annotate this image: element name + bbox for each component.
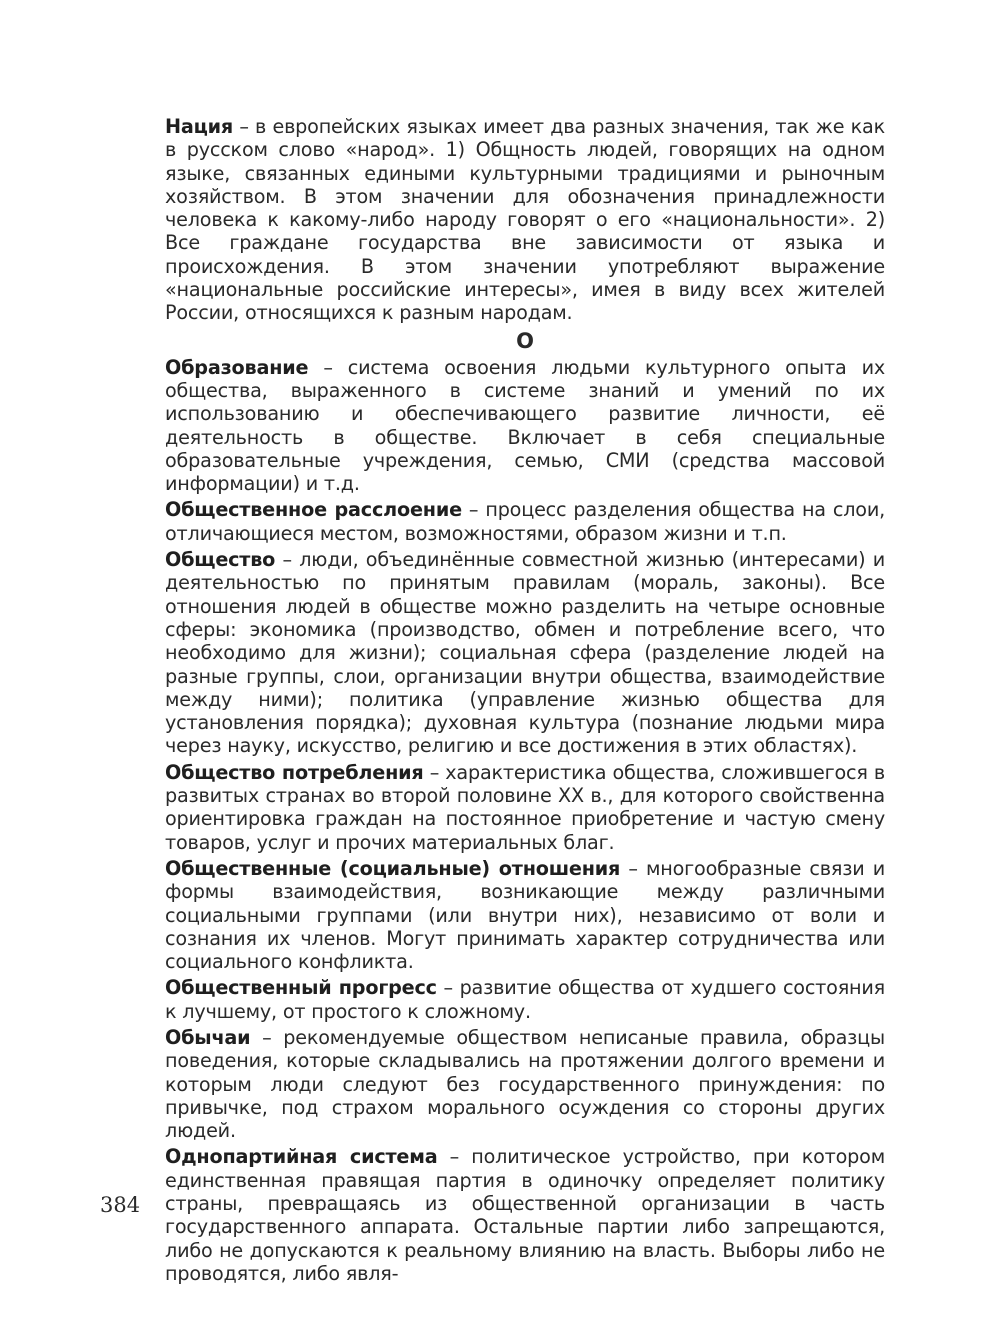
page-number: 384	[100, 1193, 141, 1217]
glossary-entry-obshchestvennyi-progress	[165, 976, 885, 1023]
entry-term: Общественное расслоение	[165, 498, 462, 522]
entry-definition: – многообразные связи и формы взаимодействия, возникающие между различными социальными группами (или внутри них), независимо от воли и сознания их членов. Могут принимать характер сотрудничества или социального конфликта.	[165, 856, 885, 974]
glossary-entry-obrazovanie	[165, 356, 885, 496]
entry-definition: – процесс разделения общества на слои, отличающиеся местом, возможностями, образом жизни и т.п.	[165, 498, 885, 545]
glossary-entry-odnopartiinaya-sistema	[165, 1145, 885, 1285]
glossary-entry-obshchestvennoe-rassloenie	[165, 498, 885, 545]
glossary-page	[165, 115, 885, 1288]
entry-term: Общественные (социальные) отношения	[165, 856, 621, 880]
entry-term: Общественный прогресс	[165, 976, 437, 1000]
entry-definition: – политическое устройство, при котором единственная правящая партия в одиночку определяет политику страны, превращаясь из общественной организации в часть государственного аппарата. Остальные партии либо запрещаются, либо не допускаются к реальному влиянию на власть. Выборы либо не проводятся, либо явля-	[165, 1145, 885, 1285]
glossary-entry-obychai	[165, 1026, 885, 1142]
entry-definition: – система освоения людьми культурного опыта их общества, выраженного в системе знаний и умений по их использованию и обеспечивающего развитие личности, её деятельность в обществе. Включает в себя специальные образовательные учреждения, семью, СМИ (средства массовой информации) и т.д.	[165, 355, 885, 496]
entry-definition: – характеристика общества, сложившегося в развитых странах во второй половине XX в., для которого свойственна ориентировка граждан на постоянное приобретение и частую смену товаров, услуг и прочих материальных благ.	[165, 760, 885, 854]
entry-term: Нация	[165, 115, 233, 138]
entry-definition: – люди, объединённые совместной жизнью (интересами) и деятельностью по принятым правилам (мораль, законы). Все отношения людей в обществе можно разделить на четыре основные сферы: экономика (производство, обмен и потребление всего, что необходимо для жизни); социальная сфера (разделение людей на разные группы, слои, организации внутри общества, взаимодействие между ними); политика (управление жизнью общества для установления порядка); духовная культура (познание людьми мира через науку, искусство, религию и все достижения в этих областях).	[165, 548, 885, 758]
entry-definition: – развитие общества от худшего состояния к лучшему, от простого к сложному.	[165, 976, 885, 1023]
entry-term: Обычаи	[165, 1025, 251, 1049]
entry-term: Однопартийная система	[165, 1145, 438, 1169]
glossary-entry-natsiya	[165, 115, 885, 325]
glossary-entry-obshchestvo-potrebleniya	[165, 761, 885, 854]
glossary-entry-obshchestvo	[165, 548, 885, 758]
section-letter: О	[516, 328, 534, 353]
entry-definition: – рекомендуемые обществом неписаные правила, образцы поведения, которые складывались на протяжении долгого времени и которым люди следуют без государственного принуждения: по привычке, под страхом морального осуждения со стороны других людей.	[165, 1025, 885, 1143]
entry-term: Общество	[165, 548, 276, 572]
entry-term: Образование	[165, 355, 309, 379]
entry-definition: – в европейских языках имеет два разных значения, так же как в русском слово «народ». 1) Общность людей, говорящих на одном языке, связанных едиными культурными традициями и рыночным хозяйством. В этом значении для обозначения принадлежности человека к какому-либо народу говорят о его «национальности». 2) Все граждане государства вне зависимости от языка и происхождения. В этом значении употребляют выражение «национальные российские интересы», имея в виду всех жителей России, относящихся к разным народам.	[165, 115, 885, 325]
entry-term: Общество потребления	[165, 760, 424, 784]
glossary-entry-obshchestvennye-otnosheniya	[165, 857, 885, 973]
